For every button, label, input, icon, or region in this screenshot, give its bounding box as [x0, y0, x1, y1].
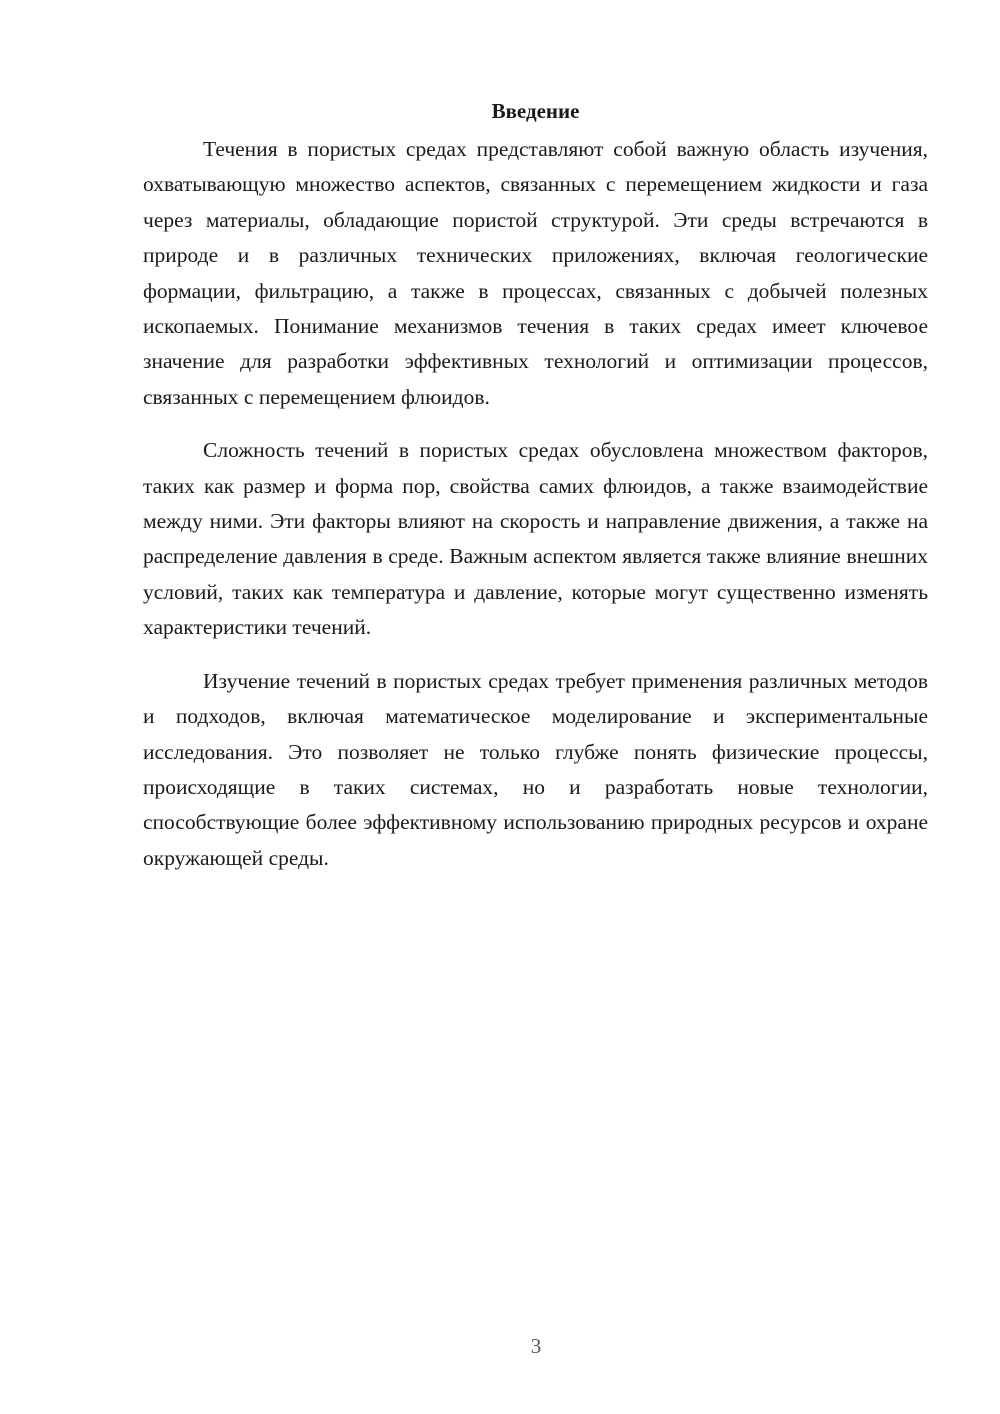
page-number: 3	[530, 1334, 542, 1358]
paragraph-2: Сложность течений в пористых средах обусловлена множеством факторов, таких как размер и форма пор, свойства самих флюидов, а также взаимодействие между ними. Эти факторы влияют на скорость и направление движения, а также на распределение давления в среде. Важным аспектом является также влияние внешних условий, таких как температура и давление, которые могут существенно изменять характеристики течений.	[143, 438, 928, 640]
paragraph-1: Течения в пористых средах представляют собой важную область изучения, охватывающую множество аспектов, связанных с перемещением жидкости и газа через материалы, обладающие пористой структурой. Эти среды встречаются в природе и в различных технических приложениях, включая геологические формации, фильтрацию, а также в процессах, связанных с добычей полезных ископаемых. Понимание механизмов течения в таких средах имеет ключевое значение для разработки эффективных технологий и оптимизации процессов, связанных с перемещением флюидов.	[143, 137, 928, 409]
page-content	[143, 96, 928, 894]
paragraph-3: Изучение течений в пористых средах требует применения различных методов и подходов, включая математическое моделирование и экспериментальные исследования. Это позволяет не только глубже понять физические процессы, происходящие в таких системах, но и разработать новые технологии, способствующие более эффективному использованию природных ресурсов и охране окружающей среды.	[143, 668, 928, 870]
section-heading: Введение	[491, 99, 580, 123]
